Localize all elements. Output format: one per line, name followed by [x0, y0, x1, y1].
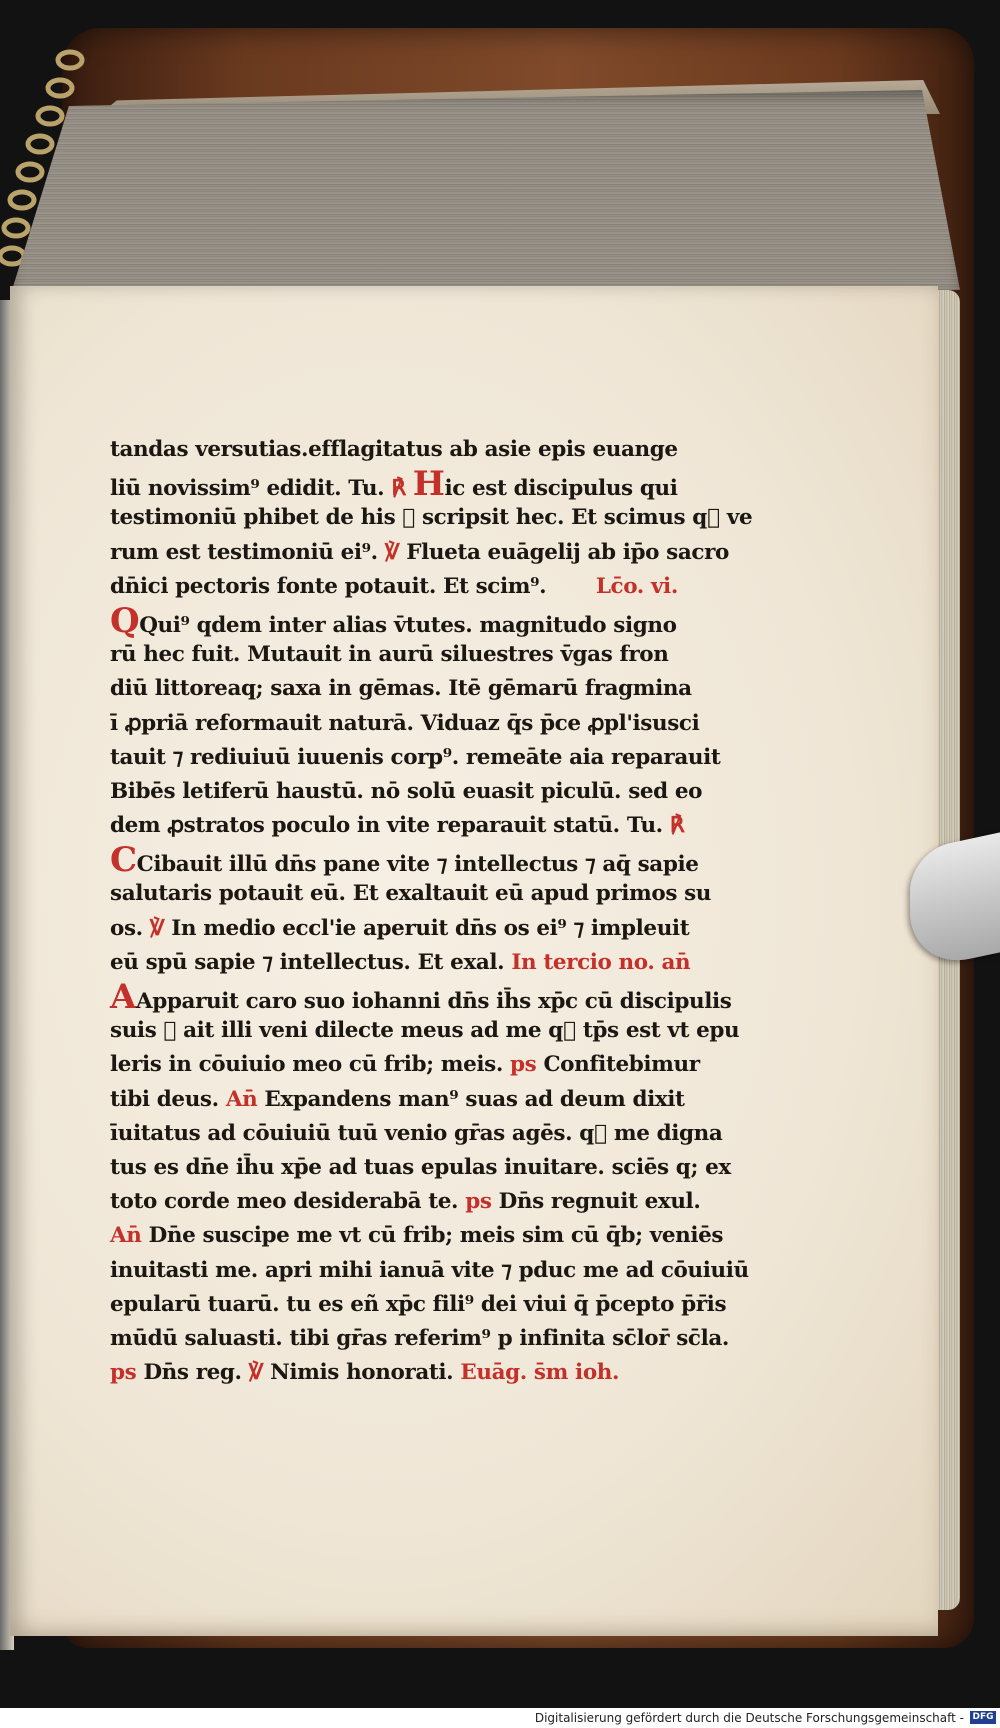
text-line: rū hec fuit. Mutauit in aurū siluestres v̄gas fron: [110, 642, 669, 668]
text-line: salutaris potauit eū. Et exaltauit eū apud primos su: [110, 881, 712, 907]
text-line: tandas versutias.efflagitatus ab asie epis euange: [110, 437, 678, 462]
text-line: eū spū sapie ⁊ intellectus. Et exal. In tercio no. an̄: [110, 949, 691, 975]
text-line: leris in cōuiuio meo cū frib; meis. ps Confitebimur: [110, 1052, 700, 1078]
text-line: dem ꝓstratos poculo in vite reparauit statū. Tu. ℟: [110, 813, 685, 839]
text-line: toto corde meo desiderabā te. ps Dn̄s regnuit exul.: [110, 1189, 701, 1215]
text-line: diū littoreaq; saxa in gēmas. Itē gēmarū fragmina: [110, 676, 692, 702]
text-line: epularū tuarū. tu es eñ xp̄c fili⁹ dei viui q̄ p̄cepto p̄r̄is: [110, 1291, 727, 1317]
text-line: inuitasti me. apri mihi ianuā vite ⁊ pduc me ad cōuiuiū: [110, 1257, 749, 1283]
text-line: os. ℣ In medio eccl'ie aperuit dn̄s os ei⁹ ⁊ impleuit: [110, 915, 690, 941]
text-line: tus es dn̄e ih̄u xp̄e ad tuas epulas inuitare. sciēs q; ex: [110, 1154, 731, 1180]
footer-credit: Digitalisierung gefördert durch die Deutsche Forschungsgemeinschaft -: [534, 1711, 964, 1725]
text-line: īuitatus ad cōuiuiū tuū venio gr̄as agēs. q᷑ me digna: [110, 1120, 723, 1146]
text-line: ps Dn̄s reg. ℣ Nimis honorati. Euāg. s̄m ioh.: [110, 1360, 620, 1386]
text-line: CCibauit illū dn̄s pane vite ⁊ intellectus ⁊ aq̄ sapie: [110, 840, 699, 881]
initial-q: Q: [110, 600, 140, 641]
text-line: Bibēs letiferū haustū. nō solū euasit piculū. sed eo: [110, 778, 703, 804]
text-line: rum est testimoniū ei⁹. ℣ Flueta euāgelij ab ip̄o sacro: [110, 539, 729, 565]
text-line: AApparuit caro suo iohanni dn̄s ih̄s xp̄c cū discipulis: [110, 977, 732, 1017]
page-edges-top: [12, 90, 960, 290]
digitization-footer: [0, 1708, 1000, 1728]
printed-text-block: [110, 433, 753, 1390]
text-line: tibi deus. An̄ Expandens man⁹ suas ad deum dixit: [110, 1086, 685, 1112]
initial-a: A: [110, 977, 136, 1017]
text-line: dn̄ici pectoris fonte potauit. Et scim⁹. Lc̄o. vi.: [110, 573, 678, 599]
text-line: testimoniū phibet de his ⁊ scripsit hec. Et scimus q᷑ ve: [110, 505, 753, 531]
text-line: suis ⁊ ait illi veni dilecte meus ad me q᷑ tp̄s est vt epu: [110, 1018, 740, 1044]
text-line: An̄ Dn̄e suscipe me vt cū frib; meis sim cū q̄b; veniēs: [110, 1223, 724, 1249]
text-line: ī ꝓpriā reformauit naturā. Viduaz q̄s p̄ce ꝓpl'isusci: [110, 710, 700, 736]
initial-c: C: [110, 840, 137, 881]
text-line: mūdū saluasti. tibi gr̄as referim⁹ p infinita sc̄lor̄ sc̄la.: [110, 1325, 729, 1351]
text-line: tauit ⁊ rediuiuū iuuenis corp⁹. remeāte aia reparauit: [110, 744, 721, 770]
dfg-logo-icon: DFG: [970, 1711, 996, 1724]
text-line: QQui⁹ qdem inter alias v̄tutes. magnitudo signo: [110, 600, 677, 641]
text-line: liū novissim⁹ edidit. Tu. ℟ Hic est discipulus qui: [110, 464, 678, 505]
